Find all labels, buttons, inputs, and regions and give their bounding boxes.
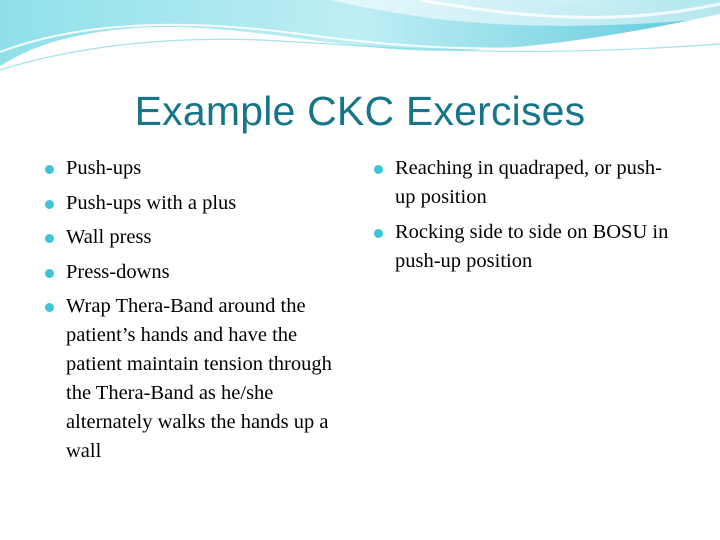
list-item — [45, 292, 345, 466]
bullet-text: Reaching in quadraped, or push-up position — [395, 157, 662, 208]
left-bullet-list — [45, 154, 345, 472]
list-item — [374, 154, 679, 212]
bullet-icon — [374, 165, 383, 174]
right-bullet-list — [374, 154, 679, 281]
bullet-icon — [45, 234, 54, 243]
bullet-icon — [45, 303, 54, 312]
slide-title: Example CKC Exercises — [134, 88, 586, 134]
bullet-text: Wrap Thera-Band around the patient’s hands and have the patient maintain tension through the Thera-Band as he/she alternately walks the hands up a wall — [66, 295, 332, 462]
bullet-text: Press-downs — [66, 260, 170, 283]
bullet-icon — [374, 229, 383, 238]
bullet-icon — [45, 200, 54, 209]
bullet-text: Push-ups with a plus — [66, 191, 237, 214]
list-item — [45, 189, 345, 218]
header-wave-decoration — [0, 0, 720, 80]
bullet-text: Rocking side to side on BOSU in push-up position — [395, 220, 669, 272]
list-item — [45, 223, 345, 252]
list-item — [45, 258, 345, 287]
bullet-text: Wall press — [66, 226, 152, 248]
list-item — [374, 218, 679, 276]
bullet-icon — [45, 165, 54, 174]
bullet-text: Push-ups — [66, 157, 142, 179]
list-item — [45, 154, 345, 183]
bullet-icon — [45, 269, 54, 278]
